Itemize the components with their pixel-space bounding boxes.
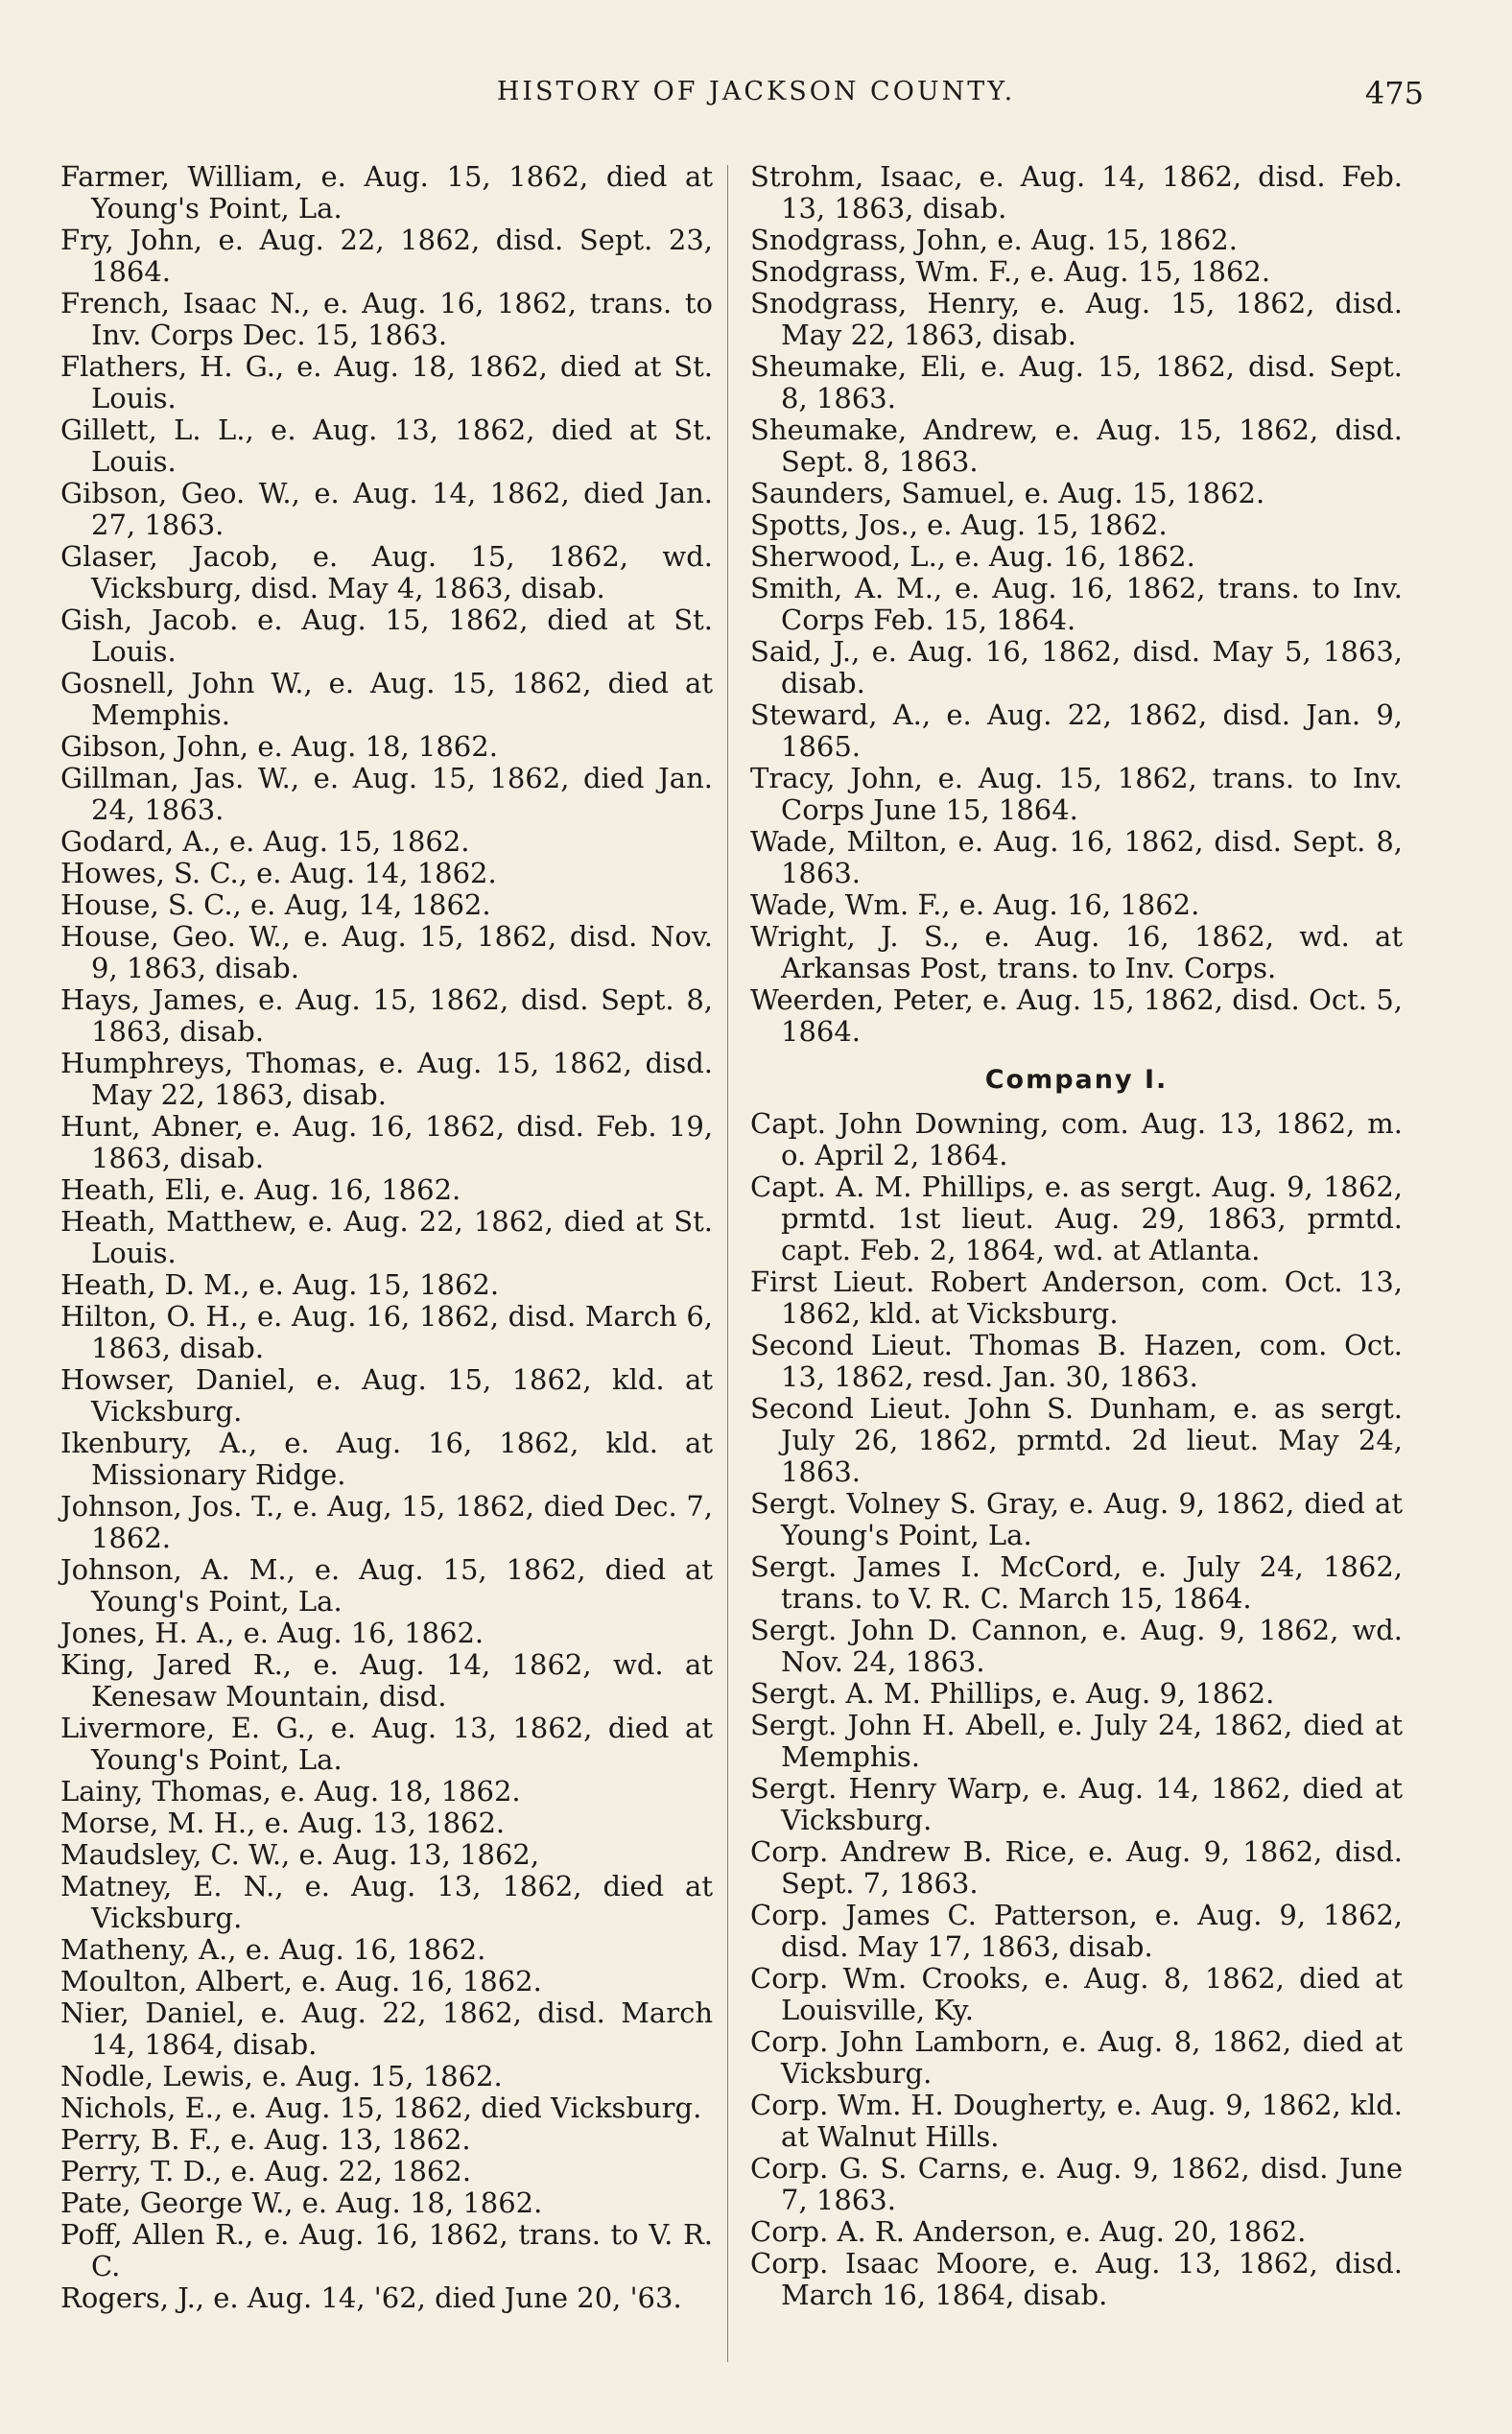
- roster-entry: Poff, Allen R., e. Aug. 16, 1862, trans. to V. R. C.: [60, 2218, 713, 2282]
- roster-entry: House, S. C., e. Aug, 14, 1862.: [60, 888, 491, 921]
- roster-entry: Steward, A., e. Aug. 22, 1862, disd. Jan. 9, 1865.: [750, 698, 1403, 763]
- roster-entry: Second Lieut. Thomas B. Hazen, com. Oct. 13, 1862, resd. Jan. 30, 1863.: [750, 1329, 1403, 1393]
- roster-entry: Hilton, O. H., e. Aug. 16, 1862, disd. March 6, 1863, disab.: [60, 1300, 713, 1364]
- roster-entry: Howes, S. C., e. Aug. 14, 1862.: [60, 857, 497, 889]
- roster-entry: Heath, D. M., e. Aug. 15, 1862.: [60, 1268, 500, 1301]
- roster-entry: Corp. Andrew B. Rice, e. Aug. 9, 1862, disd. Sept. 7, 1863.: [750, 1835, 1403, 1900]
- roster-entry: Sergt. Henry Warp, e. Aug. 14, 1862, died at Vicksburg.: [750, 1772, 1403, 1836]
- roster-entry: Gibson, Geo. W., e. Aug. 14, 1862, died Jan. 27, 1863.: [60, 477, 713, 541]
- roster-entry: Corp. Wm. H. Dougherty, e. Aug. 9, 1862, kld. at Walnut Hills.: [750, 2089, 1403, 2153]
- roster-entry: Farmer, William, e. Aug. 15, 1862, died at Young's Point, La.: [60, 160, 713, 224]
- roster-entry: Wade, Wm. F., e. Aug. 16, 1862.: [750, 888, 1200, 921]
- roster-entry: Corp. Wm. Crooks, e. Aug. 8, 1862, died at Louisville, Ky.: [750, 1962, 1403, 2026]
- roster-entry: Sergt. John H. Abell, e. July 24, 1862, died at Memphis.: [750, 1709, 1403, 1773]
- roster-entry: Smith, A. M., e. Aug. 16, 1862, trans. to Inv. Corps Feb. 15, 1864.: [750, 572, 1403, 636]
- roster-entry: Snodgrass, John, e. Aug. 15, 1862.: [750, 224, 1238, 256]
- roster-entry: Sergt. John D. Cannon, e. Aug. 9, 1862, wd. Nov. 24, 1863.: [750, 1614, 1403, 1678]
- roster-entry: Wade, Milton, e. Aug. 16, 1862, disd. Sept. 8, 1863.: [750, 825, 1403, 889]
- roster-entry: Nodle, Lewis, e. Aug. 15, 1862.: [60, 2060, 503, 2092]
- roster-entry: Said, J., e. Aug. 16, 1862, disd. May 5, 1863, disab.: [750, 635, 1403, 699]
- roster-entry: Gillman, Jas. W., e. Aug. 15, 1862, died Jan. 24, 1863.: [60, 762, 713, 826]
- roster-entry: Capt. A. M. Phillips, e. as sergt. Aug. 9, 1862, prmtd. 1st lieut. Aug. 29, 1863, prmtd. capt. Feb. 2, 1864, wd. at Atlanta.: [750, 1170, 1403, 1266]
- roster-entry: Capt. John Downing, com. Aug. 13, 1862, m. o. April 2, 1864.: [750, 1107, 1403, 1171]
- right-column-entries-top: [750, 161, 1403, 1048]
- roster-entry: Flathers, H. G., e. Aug. 18, 1862, died at St. Louis.: [60, 350, 713, 414]
- roster-entry: Nichols, E., e. Aug. 15, 1862, died Vicksburg.: [60, 2091, 702, 2124]
- roster-entry: Sherwood, L., e. Aug. 16, 1862.: [750, 540, 1195, 573]
- roster-entry: Gillett, L. L., e. Aug. 13, 1862, died at St. Louis.: [60, 414, 713, 478]
- roster-entry: Gosnell, John W., e. Aug. 15, 1862, died at Memphis.: [60, 667, 713, 731]
- roster-entry: Humphreys, Thomas, e. Aug. 15, 1862, disd. May 22, 1863, disab.: [60, 1047, 713, 1111]
- roster-entry: Saunders, Samuel, e. Aug. 15, 1862.: [750, 477, 1265, 509]
- roster-entry: Godard, A., e. Aug. 15, 1862.: [60, 825, 470, 858]
- roster-entry: Sergt. Volney S. Gray, e. Aug. 9, 1862, died at Young's Point, La.: [750, 1487, 1403, 1551]
- roster-entry: Glaser, Jacob, e. Aug. 15, 1862, wd. Vicksburg, disd. May 4, 1863, disab.: [60, 540, 713, 604]
- roster-entry: Corp. G. S. Carns, e. Aug. 9, 1862, disd. June 7, 1863.: [750, 2152, 1403, 2216]
- roster-entry: Fry, John, e. Aug. 22, 1862, disd. Sept. 23, 1864.: [60, 224, 713, 288]
- roster-entry: Sergt. A. M. Phillips, e. Aug. 9, 1862.: [750, 1677, 1275, 1710]
- roster-entry: Corp. Isaac Moore, e. Aug. 13, 1862, disd. March 16, 1864, disab.: [750, 2247, 1403, 2311]
- roster-entry: Sheumake, Andrew, e. Aug. 15, 1862, disd. Sept. 8, 1863.: [750, 414, 1403, 478]
- roster-entry: First Lieut. Robert Anderson, com. Oct. 13, 1862, kld. at Vicksburg.: [750, 1265, 1403, 1330]
- roster-entry: Strohm, Isaac, e. Aug. 14, 1862, disd. Feb. 13, 1863, disab.: [750, 160, 1403, 224]
- roster-entry: Corp. A. R. Anderson, e. Aug. 20, 1862.: [750, 2215, 1307, 2248]
- roster-entry: Spotts, Jos., e. Aug. 15, 1862.: [750, 508, 1168, 541]
- roster-entry: Howser, Daniel, e. Aug. 15, 1862, kld. at Vicksburg.: [60, 1363, 713, 1428]
- roster-entry: Gish, Jacob. e. Aug. 15, 1862, died at St. Louis.: [60, 603, 713, 668]
- roster-entry: Weerden, Peter, e. Aug. 15, 1862, disd. Oct. 5, 1864.: [750, 983, 1403, 1048]
- roster-entry: Sheumake, Eli, e. Aug. 15, 1862, disd. Sept. 8, 1863.: [750, 350, 1403, 414]
- roster-entry: King, Jared R., e. Aug. 14, 1862, wd. at Kenesaw Mountain, disd.: [60, 1648, 713, 1713]
- company-heading: Company I.: [984, 1065, 1169, 1095]
- roster-entry: French, Isaac N., e. Aug. 16, 1862, trans. to Inv. Corps Dec. 15, 1863.: [60, 287, 713, 351]
- roster-entry: Lainy, Thomas, e. Aug. 18, 1862.: [60, 1775, 521, 1808]
- roster-entry: Johnson, A. M., e. Aug. 15, 1862, died at Young's Point, La.: [60, 1553, 713, 1618]
- roster-entry: Nier, Daniel, e. Aug. 22, 1862, disd. March 14, 1864, disab.: [60, 1997, 713, 2061]
- roster-entry: Hays, James, e. Aug. 15, 1862, disd. Sept. 8, 1863, disab.: [60, 983, 713, 1048]
- roster-entry: Gibson, John, e. Aug. 18, 1862.: [60, 730, 498, 763]
- column-divider: [727, 165, 728, 2362]
- right-column: [750, 161, 1403, 2311]
- roster-entry: Heath, Eli, e. Aug. 16, 1862.: [60, 1173, 461, 1206]
- roster-entry: Sergt. James I. McCord, e. July 24, 1862, trans. to V. R. C. March 15, 1864.: [750, 1550, 1403, 1615]
- page-number: 475: [1364, 75, 1424, 111]
- roster-entry: Moulton, Albert, e. Aug. 16, 1862.: [60, 1965, 542, 1997]
- roster-entry: Morse, M. H., e. Aug. 13, 1862.: [60, 1807, 506, 1839]
- roster-entry: Jones, H. A., e. Aug. 16, 1862.: [60, 1617, 484, 1649]
- roster-entry: Livermore, E. G., e. Aug. 13, 1862, died at Young's Point, La.: [60, 1712, 713, 1776]
- running-title: HISTORY OF JACKSON COUNTY.: [496, 77, 1016, 106]
- roster-entry: Corp. James C. Patterson, e. Aug. 9, 1862, disd. May 17, 1863, disab.: [750, 1899, 1403, 1963]
- page-header: [0, 77, 1512, 115]
- roster-entry: Snodgrass, Henry, e. Aug. 15, 1862, disd. May 22, 1863, disab.: [750, 287, 1403, 351]
- roster-entry: Heath, Matthew, e. Aug. 22, 1862, died at St. Louis.: [60, 1205, 713, 1269]
- roster-entry: Perry, T. D., e. Aug. 22, 1862.: [60, 2155, 472, 2187]
- roster-entry: Second Lieut. John S. Dunham, e. as sergt. July 26, 1862, prmtd. 2d lieut. May 24, 1863.: [750, 1392, 1403, 1488]
- roster-entry: Hunt, Abner, e. Aug. 16, 1862, disd. Feb. 19, 1863, disab.: [60, 1110, 713, 1174]
- roster-entry: Tracy, John, e. Aug. 15, 1862, trans. to Inv. Corps June 15, 1864.: [750, 762, 1403, 826]
- roster-entry: House, Geo. W., e. Aug. 15, 1862, disd. Nov. 9, 1863, disab.: [60, 920, 713, 984]
- roster-entry: Snodgrass, Wm. F., e. Aug. 15, 1862.: [750, 255, 1271, 288]
- roster-entry: Pate, George W., e. Aug. 18, 1862.: [60, 2186, 543, 2219]
- roster-entry: Rogers, J., e. Aug. 14, '62, died June 20, '63.: [60, 2281, 682, 2314]
- roster-entry: Matney, E. N., e. Aug. 13, 1862, died at Vicksburg.: [60, 1870, 713, 1934]
- right-column-entries-bottom: [750, 1108, 1403, 2311]
- roster-entry: Ikenbury, A., e. Aug. 16, 1862, kld. at Missionary Ridge.: [60, 1427, 713, 1491]
- roster-entry: Maudsley, C. W., e. Aug. 13, 1862,: [60, 1838, 540, 1871]
- roster-entry: Wright, J. S., e. Aug. 16, 1862, wd. at Arkansas Post, trans. to Inv. Corps.: [750, 920, 1403, 984]
- roster-entry: Matheny, A., e. Aug. 16, 1862.: [60, 1933, 486, 1966]
- roster-entry: Perry, B. F., e. Aug. 13, 1862.: [60, 2123, 471, 2156]
- roster-entry: Corp. John Lamborn, e. Aug. 8, 1862, died at Vicksburg.: [750, 2025, 1403, 2090]
- roster-entry: Johnson, Jos. T., e. Aug, 15, 1862, died Dec. 7, 1862.: [60, 1490, 713, 1554]
- left-column: [60, 161, 713, 2314]
